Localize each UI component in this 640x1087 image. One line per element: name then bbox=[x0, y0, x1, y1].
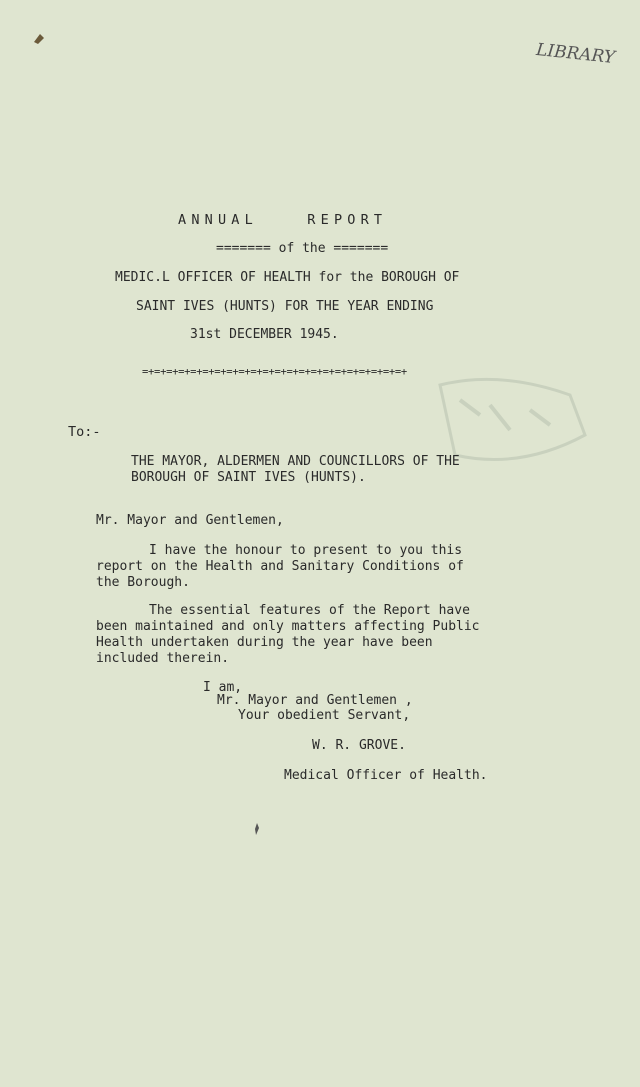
closing-line-1: I am, bbox=[203, 680, 243, 695]
paragraph2-line-4: included therein. bbox=[96, 651, 230, 666]
paragraph2-line-1: The essential features of the Report have bbox=[149, 603, 470, 618]
ink-dot-icon bbox=[252, 822, 262, 836]
signatory-name: W. R. GROVE. bbox=[312, 738, 406, 753]
addressee-line-1: THE MAYOR, ALDERMEN AND COUNCILLORS OF THE bbox=[131, 454, 460, 469]
to-label: To:- bbox=[68, 424, 101, 440]
addressee-line-2: BOROUGH OF SAINT IVES (HUNTS). bbox=[131, 470, 366, 485]
ink-mark-icon bbox=[30, 28, 50, 48]
heading-line-3: 31st DECEMBER 1945. bbox=[190, 327, 339, 342]
paragraph2-line-3: Health undertaken during the year have been bbox=[96, 635, 433, 650]
heading-line-1: MEDIC.L OFFICER OF HEALTH for the BOROUGH OF bbox=[115, 270, 460, 285]
library-stamp-icon bbox=[400, 375, 590, 465]
signatory-title: Medical Officer of Health. bbox=[284, 768, 488, 783]
paragraph1-line-3: the Borough. bbox=[96, 575, 190, 590]
library-handwritten-note: LIBRARY bbox=[535, 39, 616, 69]
report-subtitle: ======= of the ======= bbox=[216, 241, 389, 256]
heading-line-2: SAINT IVES (HUNTS) FOR THE YEAR ENDING bbox=[136, 299, 434, 314]
paragraph1-line-2: report on the Health and Sanitary Conditions of bbox=[96, 559, 464, 574]
paragraph2-line-2: been maintained and only matters affecting Public bbox=[96, 619, 480, 634]
paragraph1-line-1: I have the honour to present to you this bbox=[149, 543, 463, 558]
separator-line: =+=+=+=+=+=+=+=+=+=+=+=+=+=+=+=+=+=+=+=+=+=+ bbox=[142, 366, 407, 378]
report-title: ANNUAL REPORT bbox=[178, 212, 388, 228]
salutation: Mr. Mayor and Gentlemen, bbox=[96, 513, 284, 528]
closing-line-3: Your obedient Servant, bbox=[238, 708, 411, 723]
closing-line-2: Mr. Mayor and Gentlemen , bbox=[217, 693, 413, 708]
